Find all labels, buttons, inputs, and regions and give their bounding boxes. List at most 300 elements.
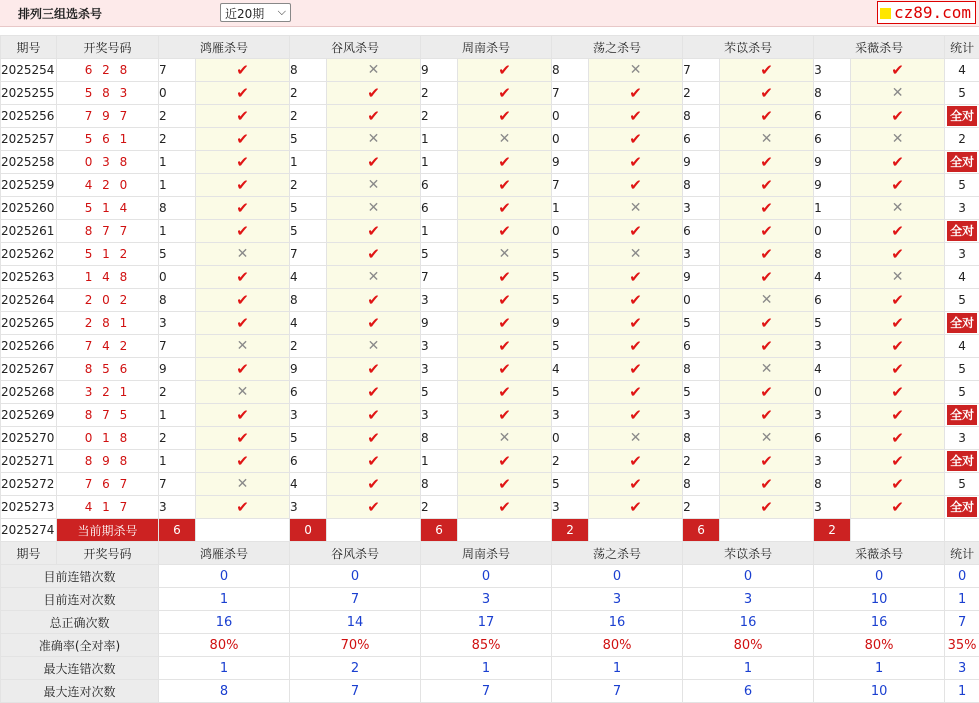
kill-digit-cell: 0 xyxy=(159,266,196,289)
check-icon: ✔ xyxy=(458,473,552,496)
cross-icon: ✕ xyxy=(327,128,421,151)
empty-cell xyxy=(945,519,979,542)
kill-digit-cell: 4 xyxy=(290,312,327,335)
check-icon: ✔ xyxy=(851,151,945,174)
period-cell: 2025260 xyxy=(1,197,57,220)
kill-digit-cell: 2 xyxy=(290,335,327,358)
current-kill-digit: 6 xyxy=(683,519,720,542)
all-right-badge: 全对 xyxy=(947,497,977,517)
kill-digit-cell: 9 xyxy=(159,358,196,381)
period-cell: 2025265 xyxy=(1,312,57,335)
check-icon: ✔ xyxy=(720,105,814,128)
kill-digit-cell: 4 xyxy=(290,473,327,496)
draw-numbers-cell: 5 6 1 xyxy=(57,128,159,151)
method-header: 鸿雁杀号 xyxy=(159,36,290,59)
check-icon: ✔ xyxy=(851,473,945,496)
kill-digit-cell: 5 xyxy=(290,128,327,151)
check-icon: ✔ xyxy=(720,82,814,105)
draw-numbers-cell: 3 2 1 xyxy=(57,381,159,404)
cross-icon: ✕ xyxy=(589,197,683,220)
check-icon: ✔ xyxy=(196,358,290,381)
kill-digit-cell: 0 xyxy=(159,82,196,105)
draw-numbers-cell: 5 1 4 xyxy=(57,197,159,220)
summary-value: 7 xyxy=(421,680,552,703)
cross-icon: ✕ xyxy=(327,335,421,358)
kill-digit-cell: 3 xyxy=(159,312,196,335)
stat-cell: 5 xyxy=(945,174,979,197)
kill-digit-cell: 2 xyxy=(290,105,327,128)
check-icon: ✔ xyxy=(196,220,290,243)
kill-digit-cell: 2 xyxy=(290,174,327,197)
draw-numbers-header: 开奖号码 xyxy=(57,542,159,565)
period-cell: 2025258 xyxy=(1,151,57,174)
check-icon: ✔ xyxy=(851,220,945,243)
current-kill-label: 当前期杀号 xyxy=(57,519,159,542)
check-icon: ✔ xyxy=(589,174,683,197)
stat-cell xyxy=(945,220,979,243)
check-icon: ✔ xyxy=(458,289,552,312)
cross-icon: ✕ xyxy=(851,82,945,105)
check-icon: ✔ xyxy=(720,335,814,358)
kill-digit-cell: 6 xyxy=(421,197,458,220)
draw-numbers-cell: 2 8 1 xyxy=(57,312,159,335)
table-row xyxy=(1,335,979,358)
summary-value: 80% xyxy=(814,634,945,657)
kill-digit-cell: 9 xyxy=(683,151,720,174)
kill-digit-cell: 5 xyxy=(552,266,589,289)
kill-digit-cell: 7 xyxy=(683,59,720,82)
check-icon: ✔ xyxy=(458,266,552,289)
kill-digit-cell: 5 xyxy=(290,427,327,450)
kill-digit-cell: 3 xyxy=(421,404,458,427)
check-icon: ✔ xyxy=(589,358,683,381)
kill-digit-cell: 1 xyxy=(421,151,458,174)
period-select[interactable] xyxy=(220,3,291,22)
cross-icon: ✕ xyxy=(327,59,421,82)
table-row xyxy=(1,266,979,289)
kill-digit-cell: 8 xyxy=(683,174,720,197)
check-icon: ✔ xyxy=(851,174,945,197)
kill-digit-cell: 3 xyxy=(421,335,458,358)
stat-cell xyxy=(945,496,979,519)
check-icon: ✔ xyxy=(196,174,290,197)
summary-value: 1 xyxy=(421,657,552,680)
draw-numbers-cell: 8 9 8 xyxy=(57,450,159,473)
kill-digit-cell: 0 xyxy=(552,220,589,243)
kill-digit-cell: 6 xyxy=(814,128,851,151)
check-icon: ✔ xyxy=(720,450,814,473)
summary-row xyxy=(1,565,979,588)
summary-stat-value: 3 xyxy=(945,657,979,680)
summary-value: 10 xyxy=(814,588,945,611)
kill-digit-cell: 3 xyxy=(683,404,720,427)
period-cell: 2025256 xyxy=(1,105,57,128)
summary-stat-value: 1 xyxy=(945,680,979,703)
cross-icon: ✕ xyxy=(720,358,814,381)
kill-digit-cell: 5 xyxy=(552,473,589,496)
stat-cell: 5 xyxy=(945,358,979,381)
kill-digit-cell: 0 xyxy=(552,105,589,128)
check-icon: ✔ xyxy=(458,496,552,519)
kill-digit-cell: 8 xyxy=(421,427,458,450)
kill-digit-cell: 3 xyxy=(814,450,851,473)
table-row xyxy=(1,151,979,174)
stat-cell: 3 xyxy=(945,427,979,450)
summary-value: 16 xyxy=(552,611,683,634)
check-icon: ✔ xyxy=(327,82,421,105)
kill-digit-cell: 1 xyxy=(159,151,196,174)
check-icon: ✔ xyxy=(196,450,290,473)
kill-digit-cell: 3 xyxy=(552,404,589,427)
stat-cell: 4 xyxy=(945,335,979,358)
all-right-badge: 全对 xyxy=(947,405,977,425)
check-icon: ✔ xyxy=(720,312,814,335)
site-logo[interactable] xyxy=(877,1,976,24)
draw-numbers-cell: 7 4 2 xyxy=(57,335,159,358)
period-cell: 2025263 xyxy=(1,266,57,289)
kill-digit-cell: 3 xyxy=(159,496,196,519)
check-icon: ✔ xyxy=(196,427,290,450)
stat-cell: 4 xyxy=(945,266,979,289)
method-header: 芣苡杀号 xyxy=(683,542,814,565)
kill-digit-cell: 2 xyxy=(159,381,196,404)
check-icon: ✔ xyxy=(458,174,552,197)
kill-digit-cell: 3 xyxy=(814,404,851,427)
check-icon: ✔ xyxy=(458,381,552,404)
check-icon: ✔ xyxy=(458,358,552,381)
stat-cell xyxy=(945,312,979,335)
check-icon: ✔ xyxy=(720,404,814,427)
check-icon: ✔ xyxy=(720,59,814,82)
kill-digit-cell: 5 xyxy=(814,312,851,335)
summary-value: 2 xyxy=(290,657,421,680)
summary-value: 10 xyxy=(814,680,945,703)
kill-digit-cell: 8 xyxy=(814,82,851,105)
check-icon: ✔ xyxy=(196,289,290,312)
kill-digit-cell: 5 xyxy=(552,381,589,404)
period-cell: 2025271 xyxy=(1,450,57,473)
kill-digit-cell: 7 xyxy=(290,243,327,266)
summary-value: 1 xyxy=(683,657,814,680)
kill-digit-cell: 5 xyxy=(552,243,589,266)
check-icon: ✔ xyxy=(720,473,814,496)
table-row xyxy=(1,82,979,105)
method-header: 谷风杀号 xyxy=(290,542,421,565)
table-row xyxy=(1,197,979,220)
check-icon: ✔ xyxy=(458,197,552,220)
kill-digit-cell: 3 xyxy=(683,243,720,266)
draw-numbers-cell: 8 5 6 xyxy=(57,358,159,381)
table-row xyxy=(1,128,979,151)
summary-value: 8 xyxy=(159,680,290,703)
kill-digit-cell: 4 xyxy=(552,358,589,381)
kill-digit-cell: 0 xyxy=(683,289,720,312)
cross-icon: ✕ xyxy=(458,243,552,266)
cross-icon: ✕ xyxy=(196,243,290,266)
table-row xyxy=(1,473,979,496)
table-row xyxy=(1,289,979,312)
summary-value: 0 xyxy=(159,565,290,588)
table-row xyxy=(1,59,979,82)
cross-icon: ✕ xyxy=(589,427,683,450)
cross-icon: ✕ xyxy=(720,427,814,450)
method-header: 芣苡杀号 xyxy=(683,36,814,59)
check-icon: ✔ xyxy=(589,404,683,427)
period-cell: 2025269 xyxy=(1,404,57,427)
check-icon: ✔ xyxy=(851,59,945,82)
check-icon: ✔ xyxy=(720,243,814,266)
stat-cell xyxy=(945,404,979,427)
table-row xyxy=(1,312,979,335)
kill-digit-cell: 8 xyxy=(683,427,720,450)
kill-number-table xyxy=(0,35,979,703)
kill-digit-cell: 1 xyxy=(159,220,196,243)
kill-digit-cell: 9 xyxy=(421,59,458,82)
check-icon: ✔ xyxy=(720,266,814,289)
check-icon: ✔ xyxy=(720,174,814,197)
summary-value: 0 xyxy=(814,565,945,588)
kill-digit-cell: 6 xyxy=(683,220,720,243)
kill-digit-cell: 9 xyxy=(552,151,589,174)
summary-stat-value: 1 xyxy=(945,588,979,611)
draw-numbers-cell: 0 1 8 xyxy=(57,427,159,450)
draw-numbers-cell: 4 2 0 xyxy=(57,174,159,197)
kill-digit-cell: 2 xyxy=(552,450,589,473)
kill-digit-cell: 5 xyxy=(683,312,720,335)
check-icon: ✔ xyxy=(851,404,945,427)
kill-digit-cell: 3 xyxy=(683,197,720,220)
summary-row xyxy=(1,634,979,657)
draw-numbers-cell: 0 3 8 xyxy=(57,151,159,174)
check-icon: ✔ xyxy=(327,289,421,312)
kill-digit-cell: 6 xyxy=(421,174,458,197)
check-icon: ✔ xyxy=(589,381,683,404)
summary-value: 1 xyxy=(159,657,290,680)
kill-digit-cell: 7 xyxy=(159,59,196,82)
check-icon: ✔ xyxy=(589,473,683,496)
period-header: 期号 xyxy=(1,542,57,565)
summary-value: 0 xyxy=(290,565,421,588)
check-icon: ✔ xyxy=(458,312,552,335)
kill-digit-cell: 2 xyxy=(290,82,327,105)
check-icon: ✔ xyxy=(589,105,683,128)
kill-digit-cell: 3 xyxy=(421,358,458,381)
kill-digit-cell: 0 xyxy=(814,220,851,243)
empty-cell xyxy=(851,519,945,542)
summary-value: 3 xyxy=(683,588,814,611)
check-icon: ✔ xyxy=(196,59,290,82)
chevron-down-icon: ⌵ xyxy=(278,5,286,19)
check-icon: ✔ xyxy=(327,243,421,266)
page-title: 排列三组选杀号 xyxy=(18,5,102,22)
current-kill-digit: 0 xyxy=(290,519,327,542)
stat-cell xyxy=(945,450,979,473)
kill-digit-cell: 3 xyxy=(552,496,589,519)
check-icon: ✔ xyxy=(851,312,945,335)
summary-value: 1 xyxy=(814,657,945,680)
check-icon: ✔ xyxy=(196,404,290,427)
kill-digit-cell: 2 xyxy=(421,105,458,128)
table-row xyxy=(1,404,979,427)
summary-value: 70% xyxy=(290,634,421,657)
summary-label: 最大连错次数 xyxy=(1,657,159,680)
all-right-badge: 全对 xyxy=(947,313,977,333)
summary-stat-value: 0 xyxy=(945,565,979,588)
kill-digit-cell: 2 xyxy=(683,82,720,105)
check-icon: ✔ xyxy=(327,404,421,427)
check-icon: ✔ xyxy=(458,220,552,243)
kill-digit-cell: 5 xyxy=(290,220,327,243)
check-icon: ✔ xyxy=(851,427,945,450)
summary-stat-value: 35% xyxy=(945,634,979,657)
stat-cell: 3 xyxy=(945,243,979,266)
kill-digit-cell: 2 xyxy=(683,496,720,519)
summary-value: 80% xyxy=(552,634,683,657)
summary-value: 1 xyxy=(159,588,290,611)
method-header: 采薇杀号 xyxy=(814,36,945,59)
check-icon: ✔ xyxy=(458,82,552,105)
kill-digit-cell: 5 xyxy=(552,289,589,312)
check-icon: ✔ xyxy=(720,151,814,174)
kill-digit-cell: 5 xyxy=(683,381,720,404)
draw-numbers-header: 开奖号码 xyxy=(57,36,159,59)
cross-icon: ✕ xyxy=(196,473,290,496)
cross-icon: ✕ xyxy=(720,289,814,312)
stat-cell xyxy=(945,151,979,174)
kill-digit-cell: 0 xyxy=(814,381,851,404)
summary-value: 17 xyxy=(421,611,552,634)
summary-label: 目前连对次数 xyxy=(1,588,159,611)
summary-value: 14 xyxy=(290,611,421,634)
check-icon: ✔ xyxy=(851,289,945,312)
top-header-row xyxy=(1,36,979,59)
kill-digit-cell: 1 xyxy=(421,450,458,473)
method-header: 荡之杀号 xyxy=(552,36,683,59)
kill-digit-cell: 3 xyxy=(814,59,851,82)
draw-numbers-cell: 5 8 3 xyxy=(57,82,159,105)
kill-digit-cell: 1 xyxy=(814,197,851,220)
kill-digit-cell: 8 xyxy=(683,473,720,496)
kill-digit-cell: 8 xyxy=(814,473,851,496)
method-header: 周南杀号 xyxy=(421,542,552,565)
kill-digit-cell: 8 xyxy=(159,289,196,312)
kill-digit-cell: 8 xyxy=(421,473,458,496)
kill-digit-cell: 6 xyxy=(814,427,851,450)
cross-icon: ✕ xyxy=(851,197,945,220)
draw-numbers-cell: 2 0 2 xyxy=(57,289,159,312)
cross-icon: ✕ xyxy=(458,427,552,450)
cross-icon: ✕ xyxy=(589,243,683,266)
check-icon: ✔ xyxy=(458,151,552,174)
kill-digit-cell: 2 xyxy=(421,496,458,519)
draw-numbers-cell: 7 6 7 xyxy=(57,473,159,496)
kill-digit-cell: 8 xyxy=(683,105,720,128)
stat-cell: 2 xyxy=(945,128,979,151)
kill-digit-cell: 1 xyxy=(421,128,458,151)
check-icon: ✔ xyxy=(196,496,290,519)
check-icon: ✔ xyxy=(589,82,683,105)
kill-digit-cell: 1 xyxy=(159,450,196,473)
kill-digit-cell: 6 xyxy=(683,128,720,151)
check-icon: ✔ xyxy=(196,266,290,289)
summary-value: 7 xyxy=(290,588,421,611)
check-icon: ✔ xyxy=(720,381,814,404)
summary-value: 3 xyxy=(552,588,683,611)
kill-digit-cell: 3 xyxy=(290,404,327,427)
check-icon: ✔ xyxy=(720,220,814,243)
method-header: 荡之杀号 xyxy=(552,542,683,565)
kill-digit-cell: 0 xyxy=(552,427,589,450)
check-icon: ✔ xyxy=(196,197,290,220)
summary-value: 7 xyxy=(290,680,421,703)
kill-digit-cell: 8 xyxy=(290,59,327,82)
kill-digit-cell: 4 xyxy=(814,266,851,289)
stat-cell: 3 xyxy=(945,197,979,220)
draw-numbers-cell: 8 7 5 xyxy=(57,404,159,427)
stat-header: 统计 xyxy=(945,542,979,565)
check-icon: ✔ xyxy=(458,450,552,473)
method-header: 周南杀号 xyxy=(421,36,552,59)
summary-header-row xyxy=(1,542,979,565)
check-icon: ✔ xyxy=(327,358,421,381)
summary-value: 80% xyxy=(159,634,290,657)
check-icon: ✔ xyxy=(851,105,945,128)
check-icon: ✔ xyxy=(589,289,683,312)
kill-digit-cell: 3 xyxy=(814,496,851,519)
check-icon: ✔ xyxy=(851,243,945,266)
period-cell: 2025261 xyxy=(1,220,57,243)
summary-value: 0 xyxy=(683,565,814,588)
period-cell: 2025262 xyxy=(1,243,57,266)
summary-label: 总正确次数 xyxy=(1,611,159,634)
current-kill-digit: 2 xyxy=(814,519,851,542)
top-bar xyxy=(0,0,979,27)
cross-icon: ✕ xyxy=(720,128,814,151)
logo-text: cz89.com xyxy=(894,3,971,22)
summary-label: 准确率(全对率) xyxy=(1,634,159,657)
cross-icon: ✕ xyxy=(851,266,945,289)
check-icon: ✔ xyxy=(720,496,814,519)
table-row xyxy=(1,450,979,473)
check-icon: ✔ xyxy=(327,473,421,496)
check-icon: ✔ xyxy=(589,151,683,174)
check-icon: ✔ xyxy=(589,496,683,519)
summary-value: 16 xyxy=(159,611,290,634)
kill-digit-cell: 5 xyxy=(421,243,458,266)
kill-digit-cell: 3 xyxy=(814,335,851,358)
summary-value: 85% xyxy=(421,634,552,657)
summary-value: 7 xyxy=(552,680,683,703)
table-row xyxy=(1,105,979,128)
check-icon: ✔ xyxy=(458,105,552,128)
period-cell: 2025266 xyxy=(1,335,57,358)
kill-digit-cell: 9 xyxy=(814,151,851,174)
kill-digit-cell: 7 xyxy=(159,473,196,496)
kill-digit-cell: 7 xyxy=(159,335,196,358)
current-kill-digit: 6 xyxy=(421,519,458,542)
summary-label: 最大连对次数 xyxy=(1,680,159,703)
period-cell: 2025264 xyxy=(1,289,57,312)
stat-cell xyxy=(945,105,979,128)
check-icon: ✔ xyxy=(589,266,683,289)
stat-cell: 5 xyxy=(945,82,979,105)
check-icon: ✔ xyxy=(196,312,290,335)
kill-digit-cell: 5 xyxy=(421,381,458,404)
check-icon: ✔ xyxy=(589,450,683,473)
current-period-cell: 2025274 xyxy=(1,519,57,542)
all-right-badge: 全对 xyxy=(947,152,977,172)
table-row xyxy=(1,358,979,381)
